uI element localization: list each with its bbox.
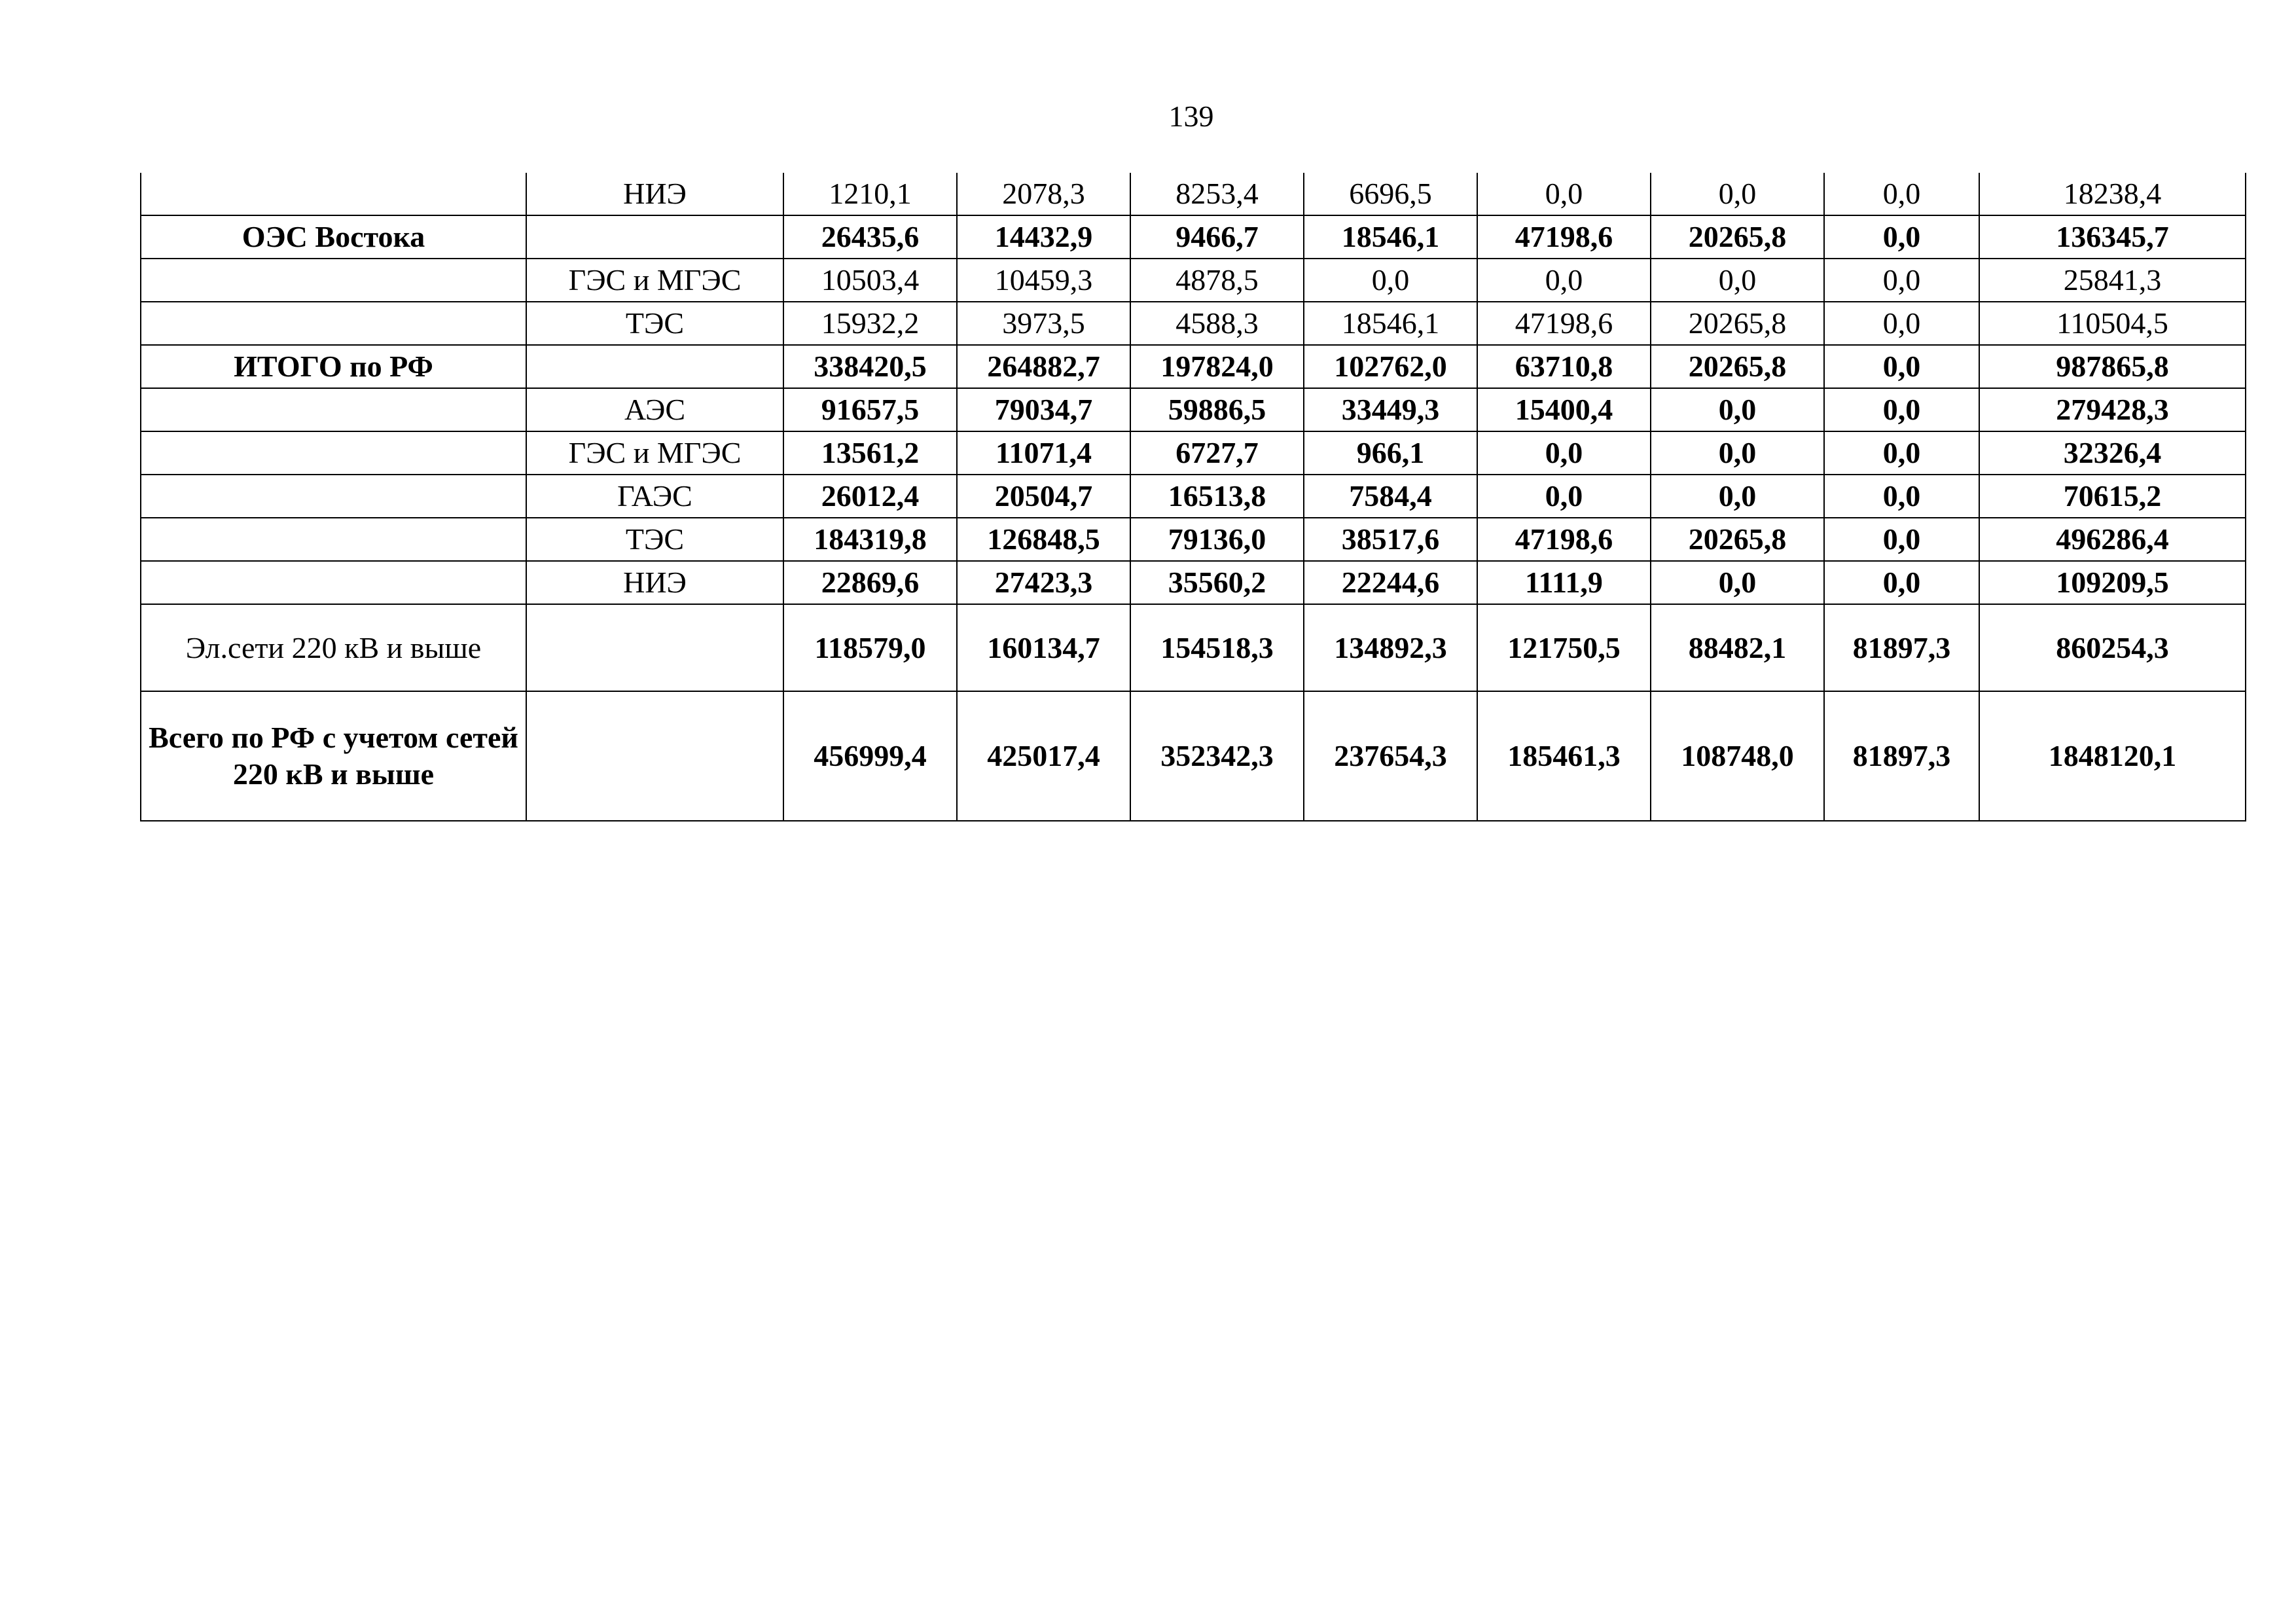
value-cell: 38517,6: [1304, 518, 1477, 561]
value-cell: 0,0: [1477, 259, 1651, 302]
value-cell: 13561,2: [783, 431, 957, 475]
value-cell: 27423,3: [957, 561, 1130, 604]
value-cell: 126848,5: [957, 518, 1130, 561]
value-cell: 0,0: [1824, 345, 1979, 388]
value-cell: 1210,1: [783, 173, 957, 215]
region-cell: [141, 561, 526, 604]
type-cell: НИЭ: [526, 561, 783, 604]
type-cell: [526, 604, 783, 691]
value-cell: 18546,1: [1304, 302, 1477, 345]
value-cell: 4588,3: [1130, 302, 1304, 345]
table-row: [141, 475, 2246, 518]
table-row: [141, 259, 2246, 302]
value-cell: 0,0: [1651, 561, 1824, 604]
region-cell: [141, 518, 526, 561]
value-cell: 0,0: [1824, 259, 1979, 302]
value-cell: 0,0: [1651, 431, 1824, 475]
value-cell: 14432,9: [957, 215, 1130, 259]
value-cell: 8253,4: [1130, 173, 1304, 215]
value-cell: 102762,0: [1304, 345, 1477, 388]
value-cell: 160134,7: [957, 604, 1130, 691]
value-cell: 0,0: [1824, 518, 1979, 561]
total-cell: 860254,3: [1979, 604, 2246, 691]
total-cell: 496286,4: [1979, 518, 2246, 561]
value-cell: 118579,0: [783, 604, 957, 691]
value-cell: 121750,5: [1477, 604, 1651, 691]
table-row: [141, 345, 2246, 388]
value-cell: 47198,6: [1477, 302, 1651, 345]
type-cell: [526, 215, 783, 259]
total-cell: 32326,4: [1979, 431, 2246, 475]
value-cell: 20265,8: [1651, 518, 1824, 561]
value-cell: 0,0: [1477, 431, 1651, 475]
region-cell: [141, 302, 526, 345]
value-cell: 185461,3: [1477, 691, 1651, 821]
value-cell: 0,0: [1477, 475, 1651, 518]
value-cell: 425017,4: [957, 691, 1130, 821]
value-cell: 264882,7: [957, 345, 1130, 388]
value-cell: 79034,7: [957, 388, 1130, 431]
value-cell: 0,0: [1824, 215, 1979, 259]
value-cell: 0,0: [1651, 475, 1824, 518]
total-cell: 25841,3: [1979, 259, 2246, 302]
value-cell: 91657,5: [783, 388, 957, 431]
table-row: [141, 302, 2246, 345]
region-cell: [141, 388, 526, 431]
total-cell: 1848120,1: [1979, 691, 2246, 821]
value-cell: 33449,3: [1304, 388, 1477, 431]
value-cell: 352342,3: [1130, 691, 1304, 821]
type-cell: [526, 691, 783, 821]
value-cell: 9466,7: [1130, 215, 1304, 259]
table-row: [141, 388, 2246, 431]
value-cell: 6727,7: [1130, 431, 1304, 475]
value-cell: 4878,5: [1130, 259, 1304, 302]
value-cell: 20265,8: [1651, 215, 1824, 259]
value-cell: 26012,4: [783, 475, 957, 518]
value-cell: 108748,0: [1651, 691, 1824, 821]
table-row: [141, 431, 2246, 475]
total-cell: 987865,8: [1979, 345, 2246, 388]
region-cell: Всего по РФ с учетом сетей 220 кВ и выше: [141, 691, 526, 821]
total-cell: 136345,7: [1979, 215, 2246, 259]
value-cell: 20265,8: [1651, 302, 1824, 345]
value-cell: 0,0: [1824, 388, 1979, 431]
value-cell: 79136,0: [1130, 518, 1304, 561]
type-cell: АЭС: [526, 388, 783, 431]
value-cell: 0,0: [1824, 302, 1979, 345]
value-cell: 81897,3: [1824, 691, 1979, 821]
value-cell: 47198,6: [1477, 215, 1651, 259]
type-cell: ГЭС и МГЭС: [526, 259, 783, 302]
value-cell: 0,0: [1824, 431, 1979, 475]
value-cell: 15400,4: [1477, 388, 1651, 431]
value-cell: 35560,2: [1130, 561, 1304, 604]
value-cell: 0,0: [1304, 259, 1477, 302]
type-cell: [526, 345, 783, 388]
value-cell: 0,0: [1651, 259, 1824, 302]
region-cell: [141, 475, 526, 518]
value-cell: 15932,2: [783, 302, 957, 345]
value-cell: 11071,4: [957, 431, 1130, 475]
total-cell: 70615,2: [1979, 475, 2246, 518]
value-cell: 88482,1: [1651, 604, 1824, 691]
value-cell: 3973,5: [957, 302, 1130, 345]
region-cell: Эл.сети 220 кВ и выше: [141, 604, 526, 691]
value-cell: 197824,0: [1130, 345, 1304, 388]
table-row: [141, 173, 2246, 215]
value-cell: 63710,8: [1477, 345, 1651, 388]
total-cell: 279428,3: [1979, 388, 2246, 431]
value-cell: 7584,4: [1304, 475, 1477, 518]
total-cell: 110504,5: [1979, 302, 2246, 345]
region-cell: ИТОГО по РФ: [141, 345, 526, 388]
type-cell: НИЭ: [526, 173, 783, 215]
value-cell: 18546,1: [1304, 215, 1477, 259]
value-cell: 22244,6: [1304, 561, 1477, 604]
region-cell: [141, 431, 526, 475]
value-cell: 81897,3: [1824, 604, 1979, 691]
table-row: [141, 518, 2246, 561]
table-row: [141, 691, 2246, 821]
value-cell: 26435,6: [783, 215, 957, 259]
value-cell: 6696,5: [1304, 173, 1477, 215]
value-cell: 338420,5: [783, 345, 957, 388]
value-cell: 184319,8: [783, 518, 957, 561]
value-cell: 10459,3: [957, 259, 1130, 302]
value-cell: 154518,3: [1130, 604, 1304, 691]
value-cell: 0,0: [1477, 173, 1651, 215]
value-cell: 10503,4: [783, 259, 957, 302]
value-cell: 47198,6: [1477, 518, 1651, 561]
region-cell: ОЭС Востока: [141, 215, 526, 259]
value-cell: 0,0: [1651, 173, 1824, 215]
type-cell: ТЭС: [526, 518, 783, 561]
value-cell: 0,0: [1651, 388, 1824, 431]
value-cell: 59886,5: [1130, 388, 1304, 431]
value-cell: 134892,3: [1304, 604, 1477, 691]
region-cell: [141, 173, 526, 215]
type-cell: ГЭС и МГЭС: [526, 431, 783, 475]
value-cell: 456999,4: [783, 691, 957, 821]
value-cell: 0,0: [1824, 561, 1979, 604]
table-row: [141, 561, 2246, 604]
total-cell: 109209,5: [1979, 561, 2246, 604]
page-number: 139: [1168, 99, 1214, 133]
data-table: [140, 173, 2246, 821]
table-row: [141, 604, 2246, 691]
value-cell: 0,0: [1824, 173, 1979, 215]
type-cell: ГАЭС: [526, 475, 783, 518]
type-cell: ТЭС: [526, 302, 783, 345]
total-cell: 18238,4: [1979, 173, 2246, 215]
value-cell: 966,1: [1304, 431, 1477, 475]
value-cell: 2078,3: [957, 173, 1130, 215]
value-cell: 237654,3: [1304, 691, 1477, 821]
value-cell: 1111,9: [1477, 561, 1651, 604]
region-cell: [141, 259, 526, 302]
value-cell: 22869,6: [783, 561, 957, 604]
value-cell: 16513,8: [1130, 475, 1304, 518]
value-cell: 20504,7: [957, 475, 1130, 518]
value-cell: 0,0: [1824, 475, 1979, 518]
value-cell: 20265,8: [1651, 345, 1824, 388]
table-row: [141, 215, 2246, 259]
